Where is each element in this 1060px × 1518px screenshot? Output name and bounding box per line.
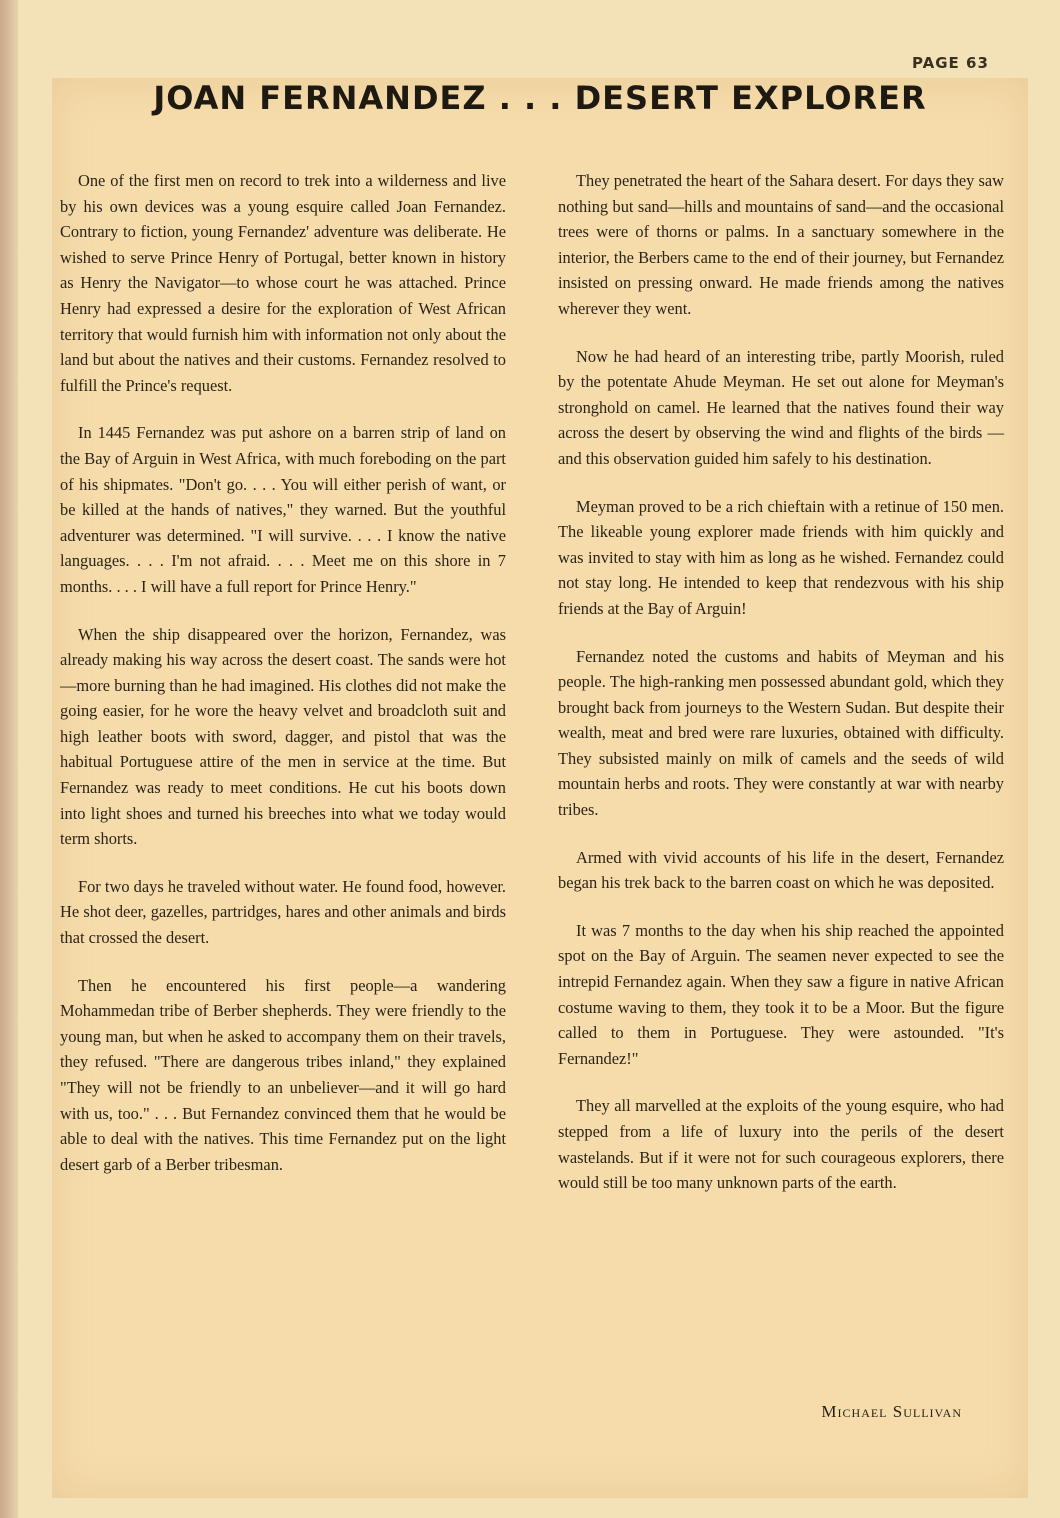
- left-column: [60, 168, 506, 1199]
- right-column: [558, 168, 1004, 1218]
- paragraph: Meyman proved to be a rich chieftain with a retinue of 150 men. The likeable young explorer made friends with him quickly and was invited to stay with him as long as he wished. Fernandez could not stay long. He intended to keep that rendezvous with his ship friends at the Bay of Arguin!: [558, 496, 1004, 618]
- paragraph: One of the first men on record to trek into a wilderness and live by his own devices was a young esquire called Joan Fernandez. Contrary to fiction, young Fernandez' adventure was deliberate. He wished to serve Prince Henry of Portugal, better known in history as Henry the Navigator—to whose court he was attached. Prince Henry had expressed a desire for the exploration of West African territory that would furnish him with information not only about the land but about the natives and their customs. Fernandez resolved to fulfill the Prince's request.: [60, 171, 506, 395]
- page-edge: [0, 0, 18, 1518]
- paragraph: They all marvelled at the exploits of the young esquire, who had stepped from a life of luxury into the perils of the desert wastelands. But if it were not for such courageous explorers, there would still be too many unknown parts of the earth.: [558, 1096, 1004, 1193]
- paragraph: In 1445 Fernandez was put ashore on a barren strip of land on the Bay of Arguin in West Africa, with much foreboding on the part of his shipmates. "Don't go. . . . You will either perish of want, or be killed at the hands of natives," they warned. But the youthful adventurer was determined. "I will survive. . . . I know the native languages. . . . I'm not afraid. . . . Meet me on this shore in 7 months. . . . I will have a full report for Prince Henry.": [60, 423, 506, 596]
- paragraph: Now he had heard of an interesting tribe, partly Moorish, ruled by the potentate Ahude Meyman. He set out alone for Meyman's stronghold on camel. He learned that the natives found their way across the desert by observing the wind and flights of the birds —and this observation guided him safely to his destination.: [558, 346, 1004, 468]
- author-byline: Michael Sullivan: [821, 1402, 962, 1421]
- paragraph: Then he encountered his first people—a wandering Mohammedan tribe of Berber shepherds. They were friendly to the young man, but when he asked to accompany them on their travels, they refused. "There are dangerous tribes inland," they explained "They will not be friendly to an unbeliever—and it will go hard with us, too." . . . But Fernandez convinced them that he would be able to deal with the natives. This time Fernandez put on the light desert garb of a Berber tribesman.: [60, 975, 506, 1174]
- paragraph: Fernandez noted the customs and habits of Meyman and his people. The high-ranking men possessed abundant gold, which they brought back from journeys to the Western Sudan. But despite their wealth, meat and bred were rare luxuries, obtained with difficulty. They subsisted mainly on milk of camels and the seeds of wild mountain herbs and roots. They were constantly at war with nearby tribes.: [558, 646, 1004, 820]
- article-title: JOAN FERNANDEZ . . . DESERT EXPLORER: [153, 79, 927, 117]
- page-number: PAGE 63: [912, 54, 989, 72]
- paragraph: For two days he traveled without water. He found food, however. He shot deer, gazelles, partridges, hares and other animals and birds that crossed the desert.: [60, 876, 506, 948]
- paragraph: It was 7 months to the day when his ship reached the appointed spot on the Bay of Arguin. The seamen never expected to see the intrepid Fernandez again. When they saw a figure in native African costume waving to them, they took it to be a Moor. But the figure called to them in Portuguese. They were astounded. "It's Fernandez!": [558, 920, 1004, 1068]
- paragraph: When the ship disappeared over the horizon, Fernandez, was already making his way across the desert coast. The sands were hot—more burning than he had imagined. His clothes did not make the going easier, for he wore the heavy velvet and broadcloth suit and high leather boots with sword, dagger, and pistol that was the habitual Portuguese attire of the men in service at the time. But Fernandez was ready to meet conditions. He cut his boots down into light shoes and turned his breeches into what we today would term shorts.: [60, 624, 506, 849]
- paragraph: They penetrated the heart of the Sahara desert. For days they saw nothing but sand—hills and mountains of sand—and the occasional trees were of thorns or palms. In a sanctuary somewhere in the interior, the Berbers came to the end of their journey, but Fernandez insisted on pressing onward. He made friends among the natives wherever they went.: [558, 171, 1004, 318]
- paragraph: Armed with vivid accounts of his life in the desert, Fernandez began his trek back to the barren coast on which he was deposited.: [558, 847, 1004, 893]
